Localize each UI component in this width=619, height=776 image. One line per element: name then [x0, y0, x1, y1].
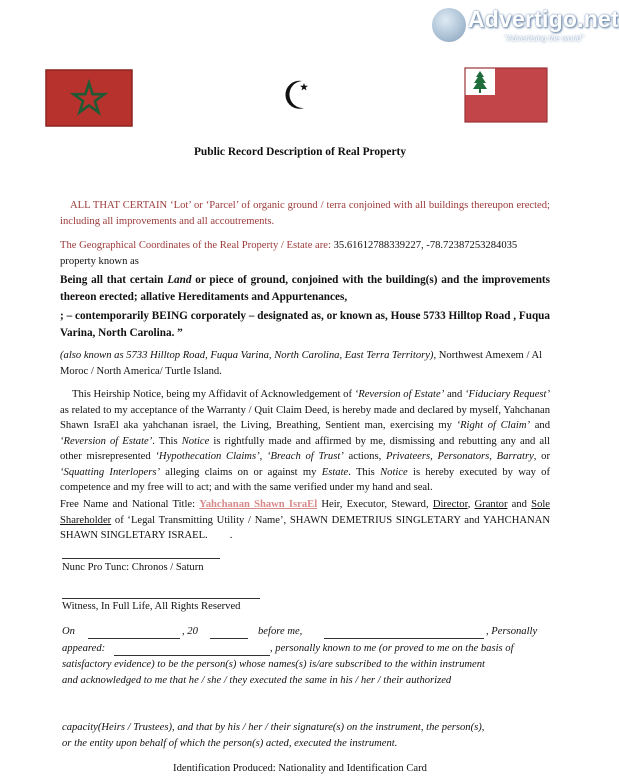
notice-italic: Notice [181, 435, 210, 447]
watermark-tagline: "Advertising the world" [504, 34, 584, 43]
notary-before-me: before me, [258, 626, 303, 637]
reversion-italic: ‘Reversion of Estate’ [60, 435, 153, 447]
notary-date-blank[interactable] [88, 638, 180, 639]
free-name-highlight: Yahchanan Shawn IsraEl [199, 499, 318, 510]
paragraph-free-name [60, 497, 550, 544]
signature-2-label: Witness, In Full Life, All Rights Reserved [62, 601, 241, 612]
text-segment: is hereby executed by way of competence and my free will to act; and with the same verified under my hand and seal. [60, 466, 551, 493]
text-segment: and [530, 420, 550, 431]
notary-line-6: or the entity upon behalf of which the person(s) acted, executed the instrument. [62, 738, 398, 749]
notary-name-blank[interactable] [324, 638, 484, 639]
paragraph-coordinates [60, 238, 550, 269]
privateers-italic: Privateers, Personators, Barratry [385, 451, 534, 462]
text-segment: , [467, 499, 475, 510]
text-segment: or piece of ground, conjoined with the building(s) and the improvements thereon erected; allative Hereditaments and Appurtenances, [60, 274, 550, 303]
text-segment: of ‘Legal Transmitting Utility / Name’, SHAWN DEMETRIUS SINGLETARY and YAHCHANAN SHAWN SINGLETARY ISRAEL. [60, 514, 550, 541]
notary-line-2 [62, 643, 552, 659]
notary-on: On [62, 626, 75, 637]
notary-known-to-me: , personally known to me (or proved to me on the basis of [270, 643, 514, 654]
notice-italic: Notice [380, 466, 408, 478]
squatting-italic: ‘Squatting Interlopers’ [60, 466, 161, 478]
text-segment: alleging claims on or against my [160, 466, 322, 478]
text-segment: , or [533, 451, 550, 462]
text-segment: and [507, 499, 532, 510]
text-segment: Being all that certain [60, 274, 168, 286]
property-known-as: property known as [60, 255, 139, 267]
globe-icon [432, 8, 466, 42]
director-underline: Director [432, 499, 468, 510]
grantor-underline: Grantor [474, 499, 508, 510]
notary-year-prefix: , 20 [182, 626, 198, 637]
estate-italic: Estate [321, 466, 349, 478]
also-known-as-italic: (also known as 5733 Hilltop Road, Fuqua Varina, North Carolina, East Terra Territory) [60, 350, 434, 361]
paragraph-contemporarily-being [60, 308, 550, 342]
text-segment: Free Name and National Title: [60, 499, 200, 510]
fiduciary-italic: ‘Fiduciary Request’ [464, 389, 551, 400]
paragraph-also-known-as [60, 348, 550, 379]
notary-appeared: appeared: [62, 643, 106, 654]
coordinates-value: 35.61612788339227, -78.72387253284035 [333, 240, 518, 251]
signature-line-2[interactable] [62, 598, 260, 599]
signature-line-1[interactable] [62, 558, 220, 559]
identification-produced: Identification Produced: Nationality and Identification Card [173, 763, 427, 774]
paragraph-being-all-that-certain [60, 272, 550, 306]
text-segment: actions, [343, 451, 386, 462]
notary-appeared-blank[interactable] [114, 655, 270, 656]
signature-1-label: Nunc Pro Tunc: Chronos / Saturn [62, 562, 204, 573]
text-segment: . This [348, 466, 381, 478]
notary-personally: , Personally [486, 626, 538, 637]
notary-line-5: capacity(Heirs / Trustees), and that by his / her / their signature(s) on the instrument, the person(s), [62, 722, 485, 733]
text-segment: , Northwest Amexem / Al Moroc / North America/ Turtle Island. [60, 350, 543, 377]
paragraph-all-that-certain [60, 198, 550, 229]
document-title: Public Record Description of Real Property [193, 146, 407, 158]
notary-line-1 [62, 626, 552, 642]
notary-line-3: satisfactory evidence) to be the person(s) whose names(s) is/are subscribed to the within instrument [62, 659, 485, 670]
paragraph-text: ALL THAT CERTAIN ‘Lot’ or ‘Parcel’ of organic ground / terra conjoined with all buildings thereupon erected; including all improvements and all accoutrements. [60, 200, 550, 227]
hypothecation-italic: ‘Hypothecation Claims’ [155, 451, 260, 462]
paragraph-heirship-notice [60, 387, 550, 496]
advertigo-watermark [430, 4, 619, 50]
breach-italic: ‘Breach of Trust’ [267, 451, 344, 462]
reversion-italic: ‘Reversion of Estate’ [354, 389, 445, 400]
text-segment: and [444, 389, 465, 400]
text-segment: Heir, Executor, Steward, [317, 499, 433, 510]
sole-shareholder-underline: Sole Shareholder [60, 499, 551, 526]
text-segment: , [259, 451, 268, 462]
pine-tree-flag-icon [465, 68, 547, 122]
land-italic: Land [167, 274, 192, 286]
text-segment: as related to my acceptance of the Warranty / Quit Claim Deed, is hereby made and declared by myself, Yahchanan Shawn IsraEl aka yahchanan israel, the Living, Breathing, Sentient man, exercising my [60, 404, 550, 431]
notary-line-4: and acknowledged to me that he / she / they executed the same in his / her / their authorized [62, 675, 452, 686]
text-segment: . This [152, 435, 182, 447]
watermark-brand: Advertigo.net [468, 6, 619, 32]
trailing-dot: . [229, 530, 233, 541]
coordinates-label: The Geographical Coordinates of the Real Property / Estate are: [60, 240, 331, 251]
notary-year-blank[interactable] [210, 638, 248, 639]
crescent-star-icon [280, 76, 316, 112]
right-of-claim-italic: ‘Right of Claim’ [456, 420, 531, 431]
text-segment: is rightfully made and affirmed by me, dismissing and rebutting any and all other misrepresented [60, 435, 550, 462]
text-segment: This Heirship Notice, being my Affidavit of Acknowledgement of [72, 389, 355, 400]
morocco-flag-icon [46, 70, 132, 126]
text-segment: ; – contemporarily BEING corporately – designated as, or known as, House 5733 Hilltop Road , Fuqua Varina, North Carolina. ” [60, 310, 550, 339]
